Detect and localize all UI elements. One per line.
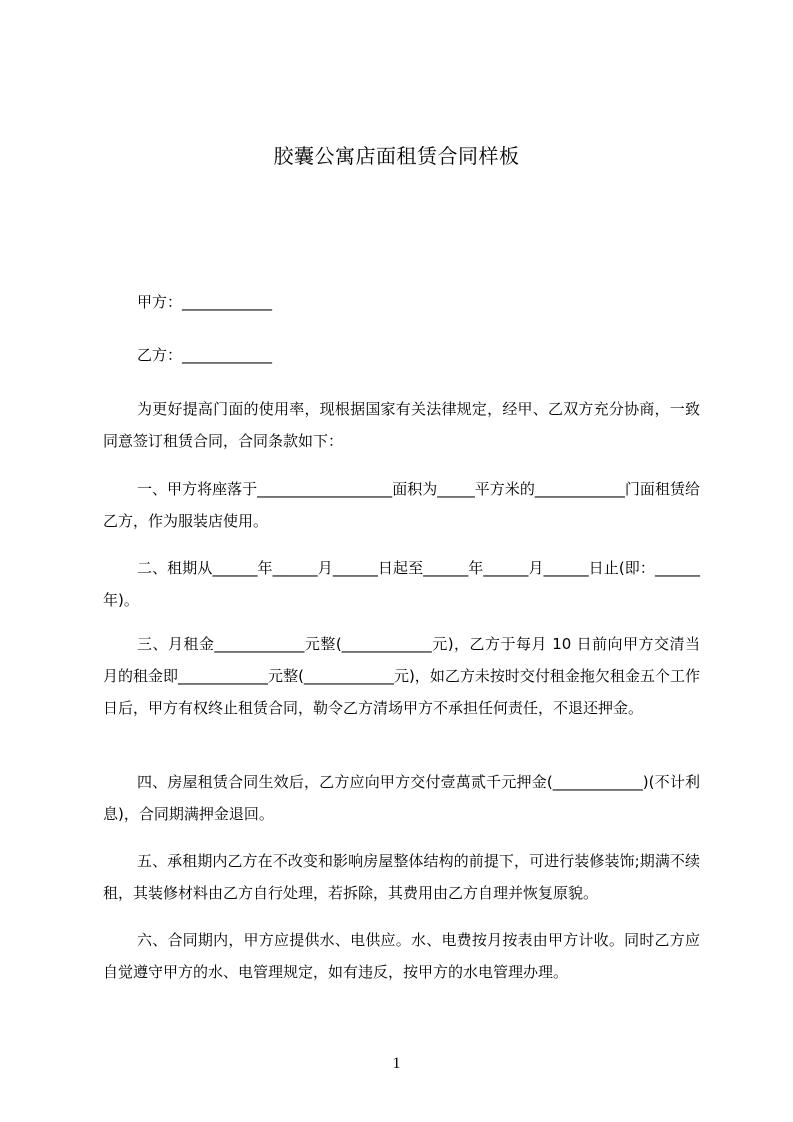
document-title: 胶囊公寓店面租赁合同样板 xyxy=(273,144,520,168)
party-b-line: 乙方：____________ xyxy=(137,346,273,364)
party-a-line: 甲方：____________ xyxy=(137,293,273,311)
clause-2-paragraph: 二、租期从______年______月______日起至______年______月______日止(即：______年)。 xyxy=(103,559,700,609)
clause-4-paragraph: 四、房屋租赁合同生效后，乙方应向甲方交付壹萬贰千元押金(____________)(不计利息)，合同期满押金退回。 xyxy=(103,773,700,823)
clause-5-paragraph: 五、承租期内乙方在不改变和影响房屋整体结构的前提下，可进行装修装饰;期满不续租，其装修材料由乙方自行处理，若拆除，其费用由乙方自理并恢复原貌。 xyxy=(103,852,700,902)
intro-paragraph: 为更好提高门面的使用率，现根据国家有关法律规定，经甲、乙双方充分协商，一致同意签订租赁合同，合同条款如下： xyxy=(103,400,700,450)
clause-6-paragraph: 六、合同期内，甲方应提供水、电供应。水、电费按月按表由甲方计收。同时乙方应自觉遵守甲方的水、电管理规定，如有违反，按甲方的水电管理办理。 xyxy=(103,931,700,981)
clause-3-paragraph: 三、月租金____________元整(____________元)，乙方于每月 10 日前向甲方交清当月的租金即____________元整(____________元)，如乙方未按时交付租金拖欠租金五个工作日后，甲方有权终止租赁合同，勒令乙方清场甲方不承担任何责任，不退还押金。 xyxy=(103,635,700,717)
clause-1-paragraph: 一、甲方将座落于__________________面积为_____平方米的____________门面租赁给乙方，作为服装店使用。 xyxy=(103,480,700,530)
page-number: 1 xyxy=(392,1055,401,1072)
